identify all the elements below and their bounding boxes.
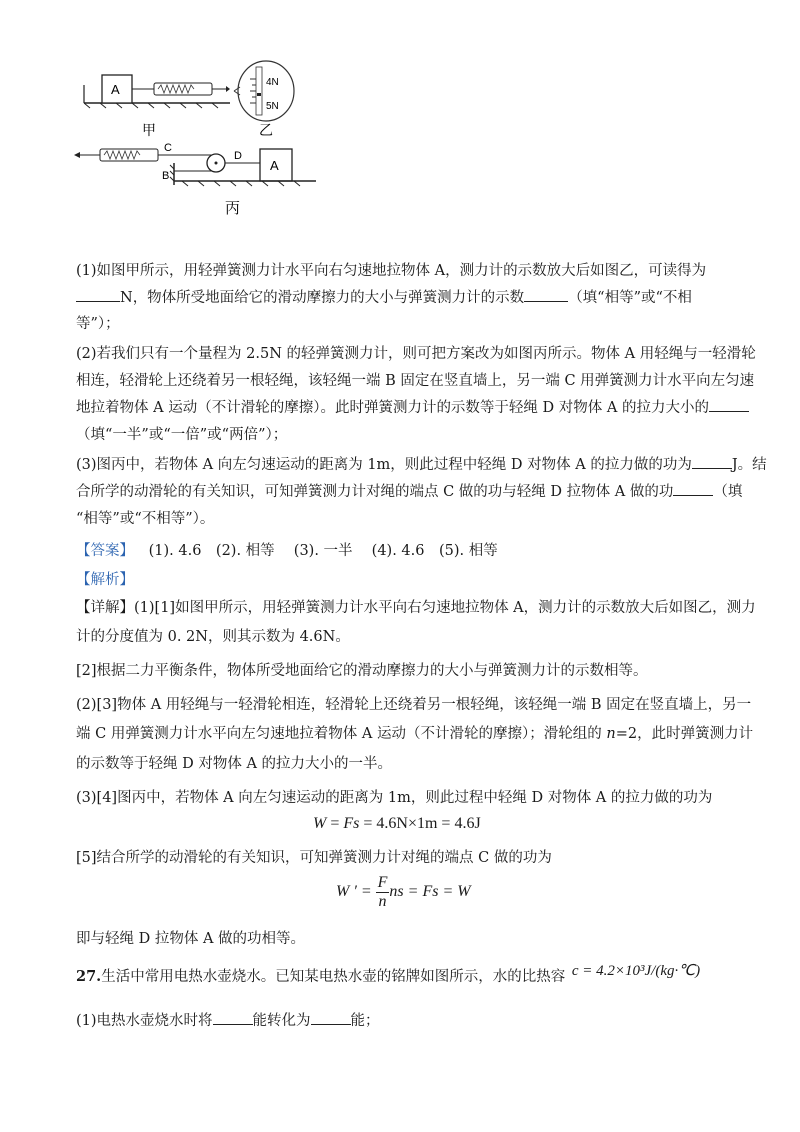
scale-label-5n: 5N [266, 101, 279, 112]
label-b: B [162, 170, 170, 182]
analysis-p3b-pre: 端 C 用弹簧测力计水平向左匀速地拉着物体 A 运动（不计滑轮的摩擦）；滑轮组的 [76, 726, 607, 742]
blank-5[interactable] [673, 481, 713, 496]
answer-tag: 【答案】 [76, 543, 134, 559]
q2-line-2: 相连，轻滑轮上还绕着另一根轻绳，该轻绳一端 B 固定在竖直墙上，另一端 C 用弹簧测力计水平向左匀速 [76, 373, 755, 389]
analysis-p3b [76, 723, 754, 745]
eq1-w: W [313, 815, 327, 832]
eq1-s: s [353, 815, 360, 832]
analysis-p3a: (2)[3]物体 A 用轻绳与一轻滑轮相连，轻滑轮上还绕着另一根轻绳，该轻绳一端 B 固定在竖直墙上，另一 [76, 697, 752, 713]
equation-work-c [336, 874, 471, 911]
label-bing: 丙 [225, 199, 241, 217]
q1-line-2-tail: （填“相等”或“不相 [568, 290, 692, 306]
block-a2-label: A [270, 158, 279, 173]
q2-line-1: (2)若我们只有一个量程为 2.5N 的轻弹簧测力计，则可把方案改为如图丙所示。物体 A 用轻绳与一轻滑轮 [76, 346, 756, 362]
q1-line-3: 等”）； [76, 316, 120, 332]
eq2-rhs: = Fs = W [403, 883, 471, 901]
label-jia: 甲 [142, 123, 156, 139]
eq1-f: F [343, 815, 354, 832]
q3-line-2-tail: （填 [713, 484, 743, 500]
analysis-tag: 【解析】 [76, 572, 134, 588]
blank-2[interactable] [524, 287, 568, 302]
q2-line-3-text: 地拉着物体 A 运动（不计滑轮的摩擦）。此时弹簧测力计的示数等于轻绳 D 对物体 A 的拉力大小的 [76, 400, 709, 416]
q27-line [76, 963, 736, 988]
figure-jia [84, 61, 294, 121]
q27-sub1 [76, 1010, 736, 1032]
q27-sub1-c: 能； [350, 1013, 380, 1029]
q1-line-2 [76, 287, 736, 309]
analysis-p5: [5]结合所学的动滑轮的有关知识，可知弹簧测力计对绳的端点 C 做的功为 [76, 850, 552, 866]
q3-line-3: “相等”或“不相等”）。 [76, 511, 215, 527]
q27-sub1-b: 能转化为 [252, 1013, 311, 1029]
analysis-p3b-n: n [606, 726, 616, 742]
eq2-lhs: W ′ = [336, 883, 376, 901]
q1-line-1: (1)如图甲所示，用轻弹簧测力计水平向右匀速地拉物体 A，测力计的示数放大后如图乙，可读得为 [76, 263, 707, 279]
analysis-p4: (3)[4]图丙中，若物体 A 向左匀速运动的距离为 1m，则此过程中轻绳 D 对物体 A 的拉力做的功为 [76, 790, 713, 806]
blank-4[interactable] [692, 454, 732, 469]
blank-3[interactable] [709, 397, 749, 412]
q3-line-2-text: 合所学的动滑轮的有关知识，可知弹簧测力计对绳的端点 C 做的功与轻绳 D 拉物体 A 做的功 [76, 484, 674, 500]
eq1-rest: = 4.6N×1m = 4.6J [359, 815, 481, 832]
analysis-p6: 即与轻绳 D 拉物体 A 做的功相等。 [76, 931, 306, 947]
q2-line-3 [76, 397, 736, 419]
blank-1[interactable] [76, 287, 120, 302]
q27-sub1-a: (1)电热水壶烧水时将 [76, 1013, 213, 1029]
eq2-mid: ns [389, 883, 404, 901]
q27-formula: c = 4.2×10³J/(kg·℃) [571, 963, 701, 979]
label-yi: 乙 [259, 123, 273, 139]
q1-line-2-text: N，物体所受地面给它的滑动摩擦力的大小与弹簧测力计的示数 [120, 290, 525, 306]
block-a-label: A [111, 82, 120, 97]
eq2-fraction [376, 874, 390, 911]
analysis-p3b-post: =2，此时弹簧测力计 [615, 726, 754, 742]
answer-line [76, 540, 736, 562]
analysis-p1b: 计的分度值为 0. 2N，则其示数为 4.6N。 [76, 629, 350, 645]
q2-line-4: （填“一半”或“一倍”或“两倍”）； [76, 427, 288, 443]
q3-line-1-text: (3)图丙中，若物体 A 向左匀速运动的距离为 1m，则此过程中轻绳 D 对物体 A 的拉力做的功为 [76, 457, 692, 473]
eq2-den: n [378, 893, 387, 910]
analysis-p2: [2]根据二力平衡条件，物体所受地面给它的滑动摩擦力的大小与弹簧测力计的示数相等。 [76, 663, 648, 679]
blank-7[interactable] [311, 1010, 351, 1025]
analysis-p1a: 【详解】(1)[1]如图甲所示，用轻弹簧测力计水平向右匀速地拉物体 A，测力计的示数放大后如图乙，测力 [76, 600, 756, 616]
q3-line-1 [76, 454, 767, 476]
label-d: D [234, 150, 242, 162]
equation-work [313, 815, 481, 833]
analysis-p3c: 的示数等于轻绳 D 对物体 A 的拉力大小的一半。 [76, 756, 393, 772]
q3-line-2 [76, 481, 743, 503]
eq1-eq: = [326, 815, 344, 832]
eq2-num: F [377, 874, 388, 891]
answer-text: (1). 4.6 (2). 相等 (3). 一半 (4). 4.6 (5). 相等 [148, 543, 498, 559]
q27-text: 生活中常用电热水壶烧水。已知某电热水壶的铭牌如图所示，水的比热容 [101, 969, 566, 985]
apparatus-figure [70, 55, 370, 225]
blank-6[interactable] [213, 1010, 253, 1025]
q3-line-1-tail: J。结 [731, 457, 767, 473]
analysis-tag-line [76, 569, 736, 591]
label-c: C [164, 142, 172, 154]
figure-bing [74, 142, 316, 186]
scale-label-4n: 4N [266, 77, 279, 88]
q27-number: 27. [76, 968, 102, 985]
